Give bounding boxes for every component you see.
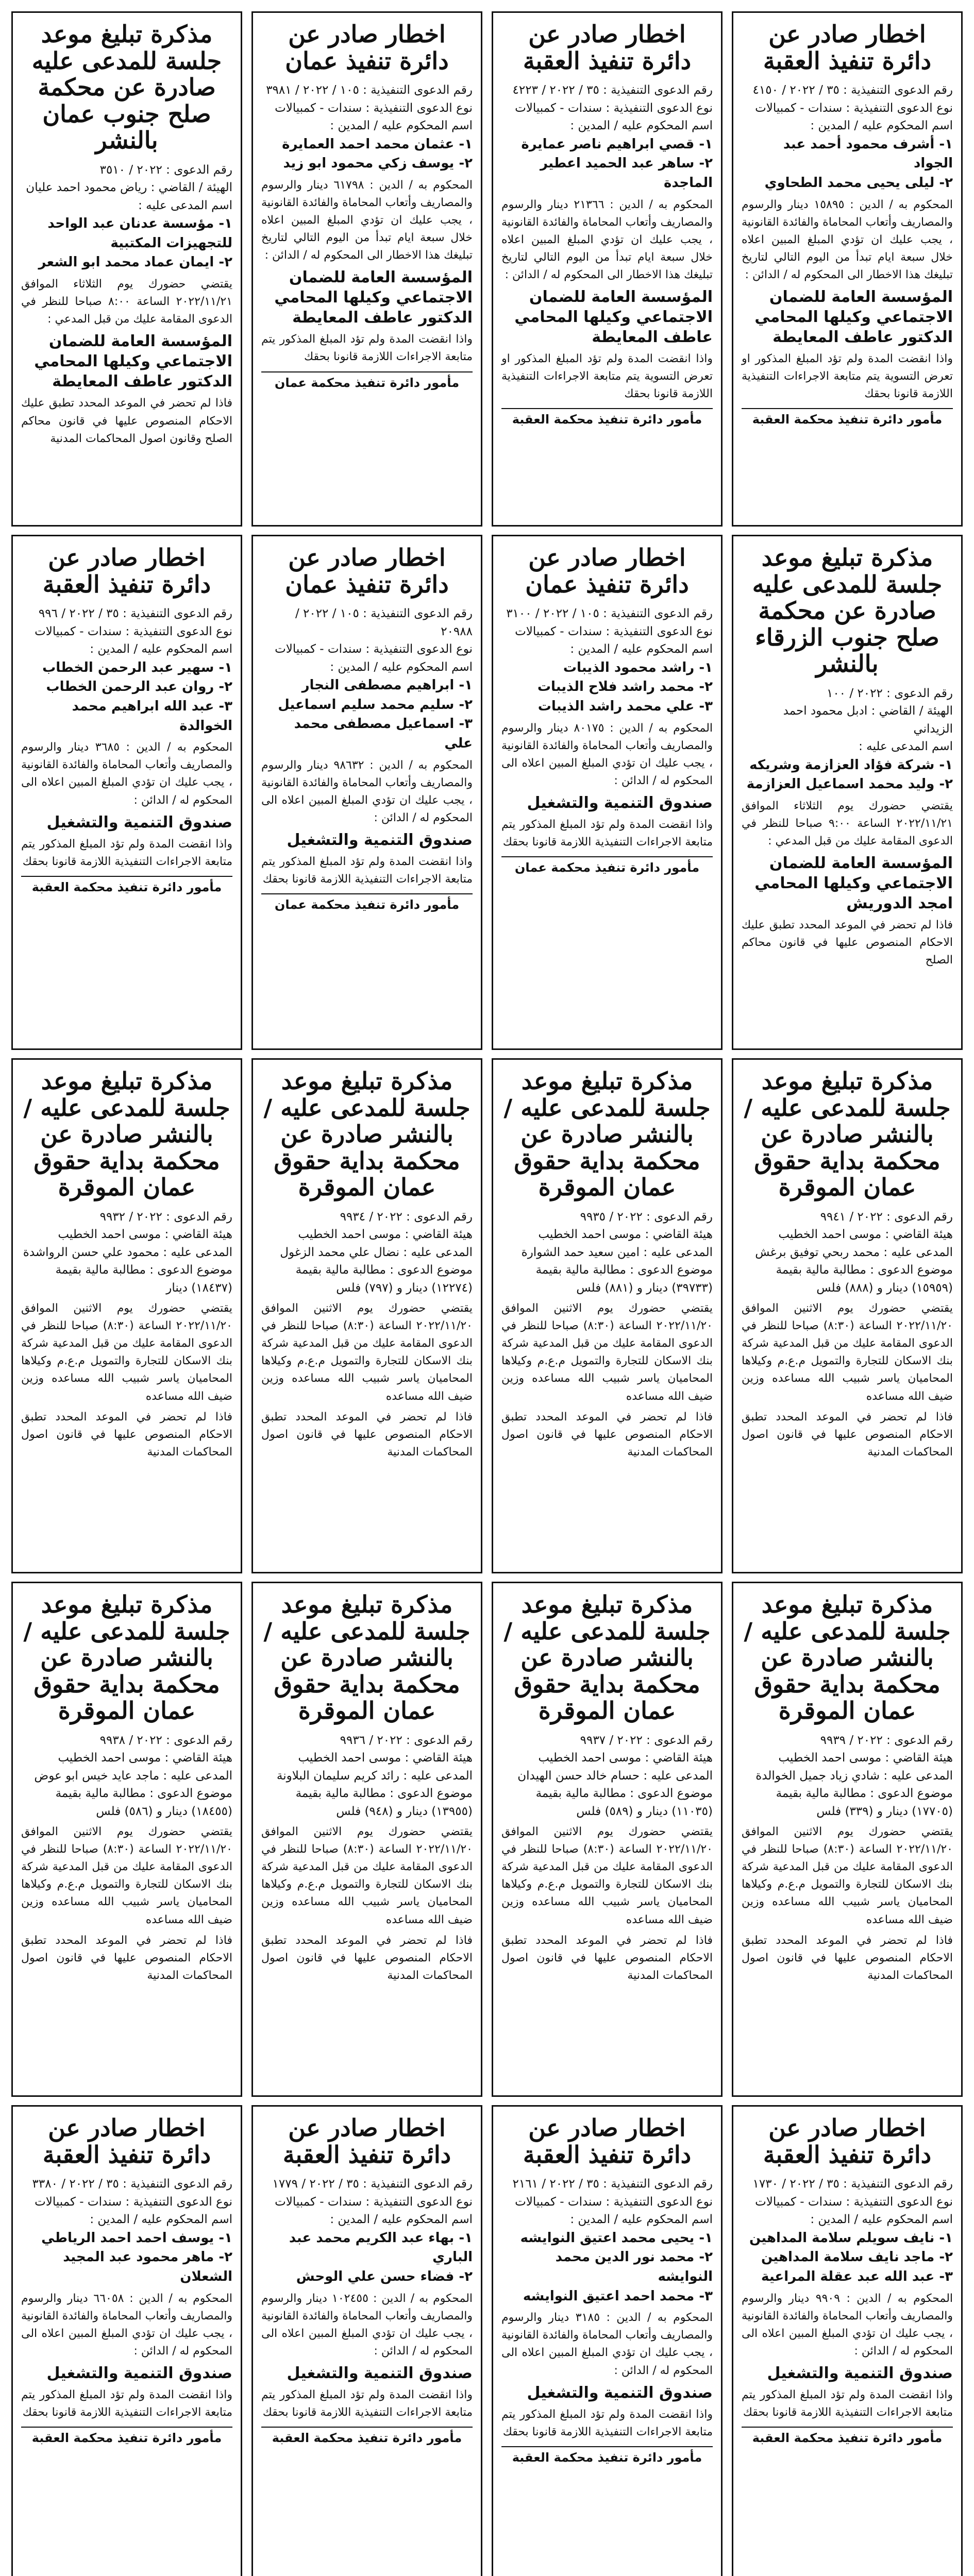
notice-title: اخطار صادر عن دائرة تنفيذ العقبة — [282, 2114, 451, 2168]
notice-signature: مأمور دائرة تنفيذ محكمة عمان — [261, 371, 473, 390]
legal-notice — [732, 1582, 963, 2097]
notice-line: المدعى عليه : رائد كريم سليمان البلاونة — [276, 1769, 473, 1783]
notice-line: ٣- عبد الله ابراهيم محمد الخوالدة — [72, 698, 232, 734]
notice-line: ٢- ماهر محمود عبد المجيد الشعلان — [63, 2249, 232, 2284]
notice-line: اسم المحكوم عليه / المدين : — [810, 2213, 953, 2227]
notice-line: هيئة القاضي : موسى احمد الخطيب — [538, 1751, 713, 1765]
notice-closing: فاذا لم تحضر في الموعد المحدد تطبق عليك الاحكام المنصوص عليها في قانون محاكم الصلح وقانون اصول المحاكمات المدنية — [21, 397, 232, 445]
notice-line: رقم الدعوى التنفيذية : ١٠٥ / ٢٠٢٢ / ٢٠٩٨٨ — [295, 607, 473, 638]
notice-signature: مأمور دائرة تنفيذ محكمة العقبة — [742, 2427, 953, 2445]
notice-line: رقم الدعوى التنفيذية : ١٠٥ / ٢٠٢٢ / ٣٩٨١ — [266, 83, 473, 97]
notice-line: اسم المدعى عليه : — [859, 740, 953, 754]
notice-line: موضوع الدعوى : مطالبة مالية بقيمة (١٨٤٣٧) دينار — [55, 1263, 232, 1295]
notice-closing: فاذا لم تحضر في الموعد المحدد تطبق الاحكام المنصوص عليها في قانون اصول المحاكمات المدنية — [742, 1410, 953, 1459]
legal-notice — [251, 1058, 482, 1573]
notice-closing: فاذا لم تحضر في الموعد المحدد تطبق الاحكام المنصوص عليها في قانون اصول المحاكمات المدنية — [261, 1410, 473, 1459]
notice-line: ٣- محمد احمد اعتيق النوايشه — [523, 2288, 713, 2304]
notice-title: مذكرة تبليغ موعد جلسة للمدعى عليه / بالنشر صادرة عن محكمة بداية حقوق عمان الموقرة — [23, 1590, 230, 1725]
notice-body: المحكوم به / الدين : ٩٩٠٩ دينار والرسوم والمصاريف وأتعاب المحاماة والفائدة القانونية ، يجب عليك ان تؤدي المبلغ المبين اعلاه الى المحكوم له / الدائن : — [742, 2292, 953, 2358]
notice-title: اخطار صادر عن دائرة تنفيذ العقبة — [763, 20, 932, 75]
notice-line: ١- سهير عبد الرحمن الخطاب — [42, 659, 232, 675]
notice-line: ١- يوسف احمد احمد الرياطي — [41, 2230, 232, 2246]
notice-line: ١- يحيى محمد اعتيق النوايشه — [520, 2230, 713, 2246]
notice-line: موضوع الدعوى : مطالبة مالية بقيمة (١٨٤٥٥) دينار و (٥٨٦) فلس — [55, 1787, 232, 1818]
notice-line: نوع الدعوى التنفيذية : سندات - كمبيالات — [275, 101, 473, 115]
notice-body: يقتضي حضورك يوم الاثنين الموافق ٢٠٢٢/١١/٢٠ الساعة (٨:٣٠) صباحا للنظر في الدعوى المقامة عليك من قبل المدعية شركة بنك الاسكان للتجارة والتمويل م.ع.م وكيلاها المحاميان ياسر شبيب الله مساعده وزين ضيف الله مساعده — [742, 1302, 953, 1403]
notice-line: موضوع الدعوى : مطالبة مالية بقيمة (١٣٩٥٥) دينار و (٩٤٨) فلس — [295, 1787, 473, 1818]
notice-line: موضوع الدعوى : مطالبة مالية بقيمة (١٢٢٧٤) دينار و (٧٩٧) فلس — [295, 1263, 473, 1295]
notice-closing: واذا انقضت المدة ولم تؤد المبلغ المذكور يتم متابعة الاجراءات التنفيذية اللازمة قانونا بحقك — [501, 818, 713, 849]
notice-line: اسم المحكوم عليه / المدين : — [570, 2213, 713, 2227]
notice-line: ٣- عبد الله عبد عقلة المراعية — [761, 2268, 953, 2284]
notice-line: ١- شركة فؤاد العزازمة وشريكه — [749, 757, 953, 773]
notices-grid — [11, 11, 963, 2576]
notice-body: يقتضي حضورك يوم الاثنين الموافق ٢٠٢٢/١١/٢٠ الساعة (٨:٣٠) صباحا للنظر في الدعوى المقامة عليك من قبل المدعية شركة بنك الاسكان للتجارة والتمويل م.ع.م وكيلاها المحاميان ياسر شبيب الله مساعده وزين ضيف الله مساعده — [261, 1302, 473, 1403]
notice-title: مذكرة تبليغ موعد جلسة للمدعى عليه صادرة عن محكمة صلح جنوب الزرقاء بالنشر — [752, 544, 943, 678]
notice-body: المحكوم به / الدين : ٢١٣٦٦ دينار والرسوم والمصاريف وأتعاب المحاماة والفائدة القانونية ، يجب عليك ان تؤدي المبلغ المبين اعلاه خلال سبعة ايام تبدأ من اليوم التالي لتاريخ تبليغك هذا الاخطار الى المحكوم له / الدائن : — [501, 198, 713, 281]
notice-signature: مأمور دائرة تنفيذ محكمة العقبة — [742, 408, 953, 427]
notice-line: الهيئة / القاضي : ادبل محمود احمد الزيداني — [783, 704, 953, 736]
notice-title: مذكرة تبليغ موعد جلسة للمدعى عليه / بالنشر صادرة عن محكمة بداية حقوق عمان الموقرة — [744, 1067, 951, 1201]
notice-title: مذكرة تبليغ موعد جلسة للمدعى عليه / بالنشر صادرة عن محكمة بداية حقوق عمان الموقرة — [263, 1590, 471, 1725]
notice-closing: فاذا لم تحضر في الموعد المحدد تطبق عليك الاحكام المنصوص عليها في قانون محاكم الصلح — [742, 919, 953, 967]
legal-notice — [732, 2105, 963, 2576]
notice-line: ٢- ايمان عماد محمد ابو الشعر — [38, 255, 232, 270]
notice-closing: فاذا لم تحضر في الموعد المحدد تطبق الاحكام المنصوص عليها في قانون اصول المحاكمات المدنية — [21, 1410, 232, 1459]
notice-closing: واذا انقضت المدة ولم تؤد المبلغ المذكور يتم متابعة الاجراءات التنفيذية اللازمة قانونا بحقك — [261, 855, 473, 886]
notice-title: اخطار صادر عن دائرة تنفيذ العقبة — [42, 2114, 211, 2168]
notice-line: نوع الدعوى التنفيذية : سندات - كمبيالات — [35, 624, 232, 638]
legal-notice — [11, 535, 242, 1050]
notice-title: اخطار صادر عن دائرة تنفيذ عمان — [525, 544, 689, 598]
notice-line: موضوع الدعوى : مطالبة مالية بقيمة (١١٠٣٥) دينار و (٥٨٩) فلس — [535, 1787, 713, 1818]
notice-line: رقم الدعوى : ٢٠٢٢ / ٩٩٣٨ — [99, 1733, 232, 1747]
notice-line: ٢- ساهر عبد الحميد اعطير الماجدة — [540, 156, 713, 191]
creditor-name: صندوق التنمية والتشغيل — [287, 831, 473, 850]
notice-line: ٢- محمد نور الدين محمد النوايشه — [555, 2249, 713, 2284]
notice-line: اسم المحكوم عليه / المدين : — [330, 119, 473, 133]
notice-closing: واذا انقضت المدة ولم تؤد المبلغ المذكور يتم متابعة الاجراءات التنفيذية اللازمة قانونا بحقك — [21, 2388, 232, 2419]
notice-line: اسم المحكوم عليه / المدين : — [570, 642, 713, 656]
notice-body: يقتضي حضورك يوم الثلاثاء الموافق ٢٠٢٢/١١/٢١ الساعة ٩:٠٠ صباحا للنظر في الدعوى المقامة عليك من قبل المدعي : — [742, 799, 953, 848]
notice-line: ١- بهاء عبد الكريم محمد عبد الباري — [289, 2230, 473, 2265]
notice-line: ٢- فضاء حسن علي الوحش — [296, 2268, 473, 2284]
notice-body: يقتضي حضورك يوم الاثنين الموافق ٢٠٢٢/١١/٢٠ الساعة (٨:٣٠) صباحا للنظر في الدعوى المقامة عليك من قبل المدعية شركة بنك الاسكان للتجارة والتمويل م.ع.م وكيلاها المحاميان ياسر شبيب الله مساعده وزين ضيف الله مساعده — [21, 1302, 232, 1403]
creditor-name: المؤسسة العامة للضمان الاجتماعي وكيلها المحامي عاطف المعايطة — [514, 288, 713, 347]
notice-body: المحكوم به / الدين : ٦٦٠٥٨ دينار والرسوم والمصاريف وأتعاب المحاماة والفائدة القانونية ، يجب عليك ان تؤدي المبلغ المبين اعلاه الى المحكوم له / الدائن : — [21, 2292, 233, 2358]
notice-closing: واذا انقضت المدة ولم تؤد المبلغ المذكور او تعرض التسوية يتم متابعة الاجراءات التنفيذية اللازمة قانونا بحقك — [742, 352, 953, 401]
notice-line: رقم الدعوى : ٢٠٢٢ / ٩٩٤١ — [820, 1210, 953, 1224]
notice-title: اخطار صادر عن دائرة تنفيذ العقبة — [763, 2114, 932, 2168]
creditor-name: المؤسسة العامة للضمان الاجتماعي وكيلها المحامي الدكتور عاطف المعايطة — [274, 268, 473, 327]
notice-line: رقم الدعوى التنفيذية : ٣٥ / ٢٠٢٢ / ١٧٣٠ — [752, 2177, 953, 2191]
notice-body: يقتضي حضورك يوم الاثنين الموافق ٢٠٢٢/١١/٢٠ الساعة (٨:٣٠) صباحا للنظر في الدعوى المقامة عليك من قبل المدعية شركة بنك الاسكان للتجارة والتمويل م.ع.م وكيلاها المحاميان ياسر شبيب الله مساعده وزين ضيف الله مساعده — [261, 1825, 473, 1926]
notice-body: المحكوم به / الدين : ٣١٨٥ دينار والرسوم والمصاريف وأتعاب المحاماة والفائدة القانونية ، يجب عليك ان تؤدي المبلغ المبين اعلاه الى المحكوم له / الدائن : — [501, 2311, 713, 2377]
notice-line: هيئة القاضي : موسى احمد الخطيب — [58, 1751, 232, 1765]
notice-line: المدعى عليه : نضال علي محمد الزغول — [280, 1245, 473, 1259]
notice-line: ١- نايف سويلم سلامة المداهين — [749, 2230, 953, 2246]
creditor-name: صندوق التنمية والتشغيل — [527, 2383, 713, 2402]
notice-line: ٢- ماجد نايف سلامة المداهين — [761, 2249, 953, 2265]
creditor-name: المؤسسة العامة للضمان الاجتماعي وكيلها المحامي الدكتور عاطف المعايطة — [34, 332, 232, 391]
notice-line: اسم المحكوم عليه / المدين : — [330, 2213, 473, 2227]
notice-line: هيئة القاضي : موسى احمد الخطيب — [778, 1228, 953, 1242]
notice-line: ١- عثمان محمد احمد العمايرة — [282, 136, 473, 152]
notice-title: اخطار صادر عن دائرة تنفيذ العقبة — [42, 544, 211, 598]
notice-body: يقتضي حضورك يوم الاثنين الموافق ٢٠٢٢/١١/٢٠ الساعة (٨:٣٠) صباحا للنظر في الدعوى المقامة عليك من قبل المدعية شركة بنك الاسكان للتجارة والتمويل م.ع.م وكيلاها المحاميان ياسر شبيب الله مساعده وزين ضيف الله مساعده — [21, 1825, 232, 1926]
notice-line: اسم المحكوم عليه / المدين : — [570, 119, 713, 133]
notice-line: ١- ابراهيم مصطفى النجار — [301, 677, 473, 693]
notice-line: نوع الدعوى التنفيذية : سندات - كمبيالات — [515, 101, 713, 115]
notice-closing: فاذا لم تحضر في الموعد المحدد تطبق الاحكام المنصوص عليها في قانون اصول المحاكمات المدنية — [501, 1410, 713, 1459]
notice-line: اسم المحكوم عليه / المدين : — [90, 2213, 232, 2227]
notice-body: المحكوم به / الدين : ٩٨٦٣٢ دينار والرسوم والمصاريف وأتعاب المحاماة والفائدة القانونية ، يجب عليك ان تؤدي المبلغ المبين اعلاه الى المحكوم له / الدائن : — [261, 758, 473, 825]
notice-line: رقم الدعوى : ٢٠٢٢ / ١٠٠ — [826, 686, 953, 700]
notice-line: المدعى عليه : حسام خالد حسن الهيدان — [517, 1769, 713, 1783]
notice-line: المدعى عليه : امين سعيد حمد الشوارة — [521, 1245, 713, 1259]
notice-body: المحكوم به / الدين : ١٥٨٩٥ دينار والرسوم والمصاريف وأتعاب المحاماة والفائدة القانونية ، يجب عليك ان تؤدي المبلغ المبين اعلاه خلال سبعة ايام تبدأ من اليوم التالي لتاريخ تبليغك هذا الاخطار الى المحكوم له / الدائن : — [742, 198, 953, 281]
notice-line: هيئة القاضي : موسى احمد الخطيب — [58, 1228, 232, 1242]
notice-signature: مأمور دائرة تنفيذ محكمة عمان — [501, 856, 713, 875]
legal-notice — [251, 11, 482, 527]
notice-closing: واذا انقضت المدة ولم تؤد المبلغ المذكور او تعرض التسوية يتم متابعة الاجراءات التنفيذية اللازمة قانونا بحقك — [501, 352, 713, 401]
creditor-name: صندوق التنمية والتشغيل — [46, 813, 232, 832]
notice-title: اخطار صادر عن دائرة تنفيذ العقبة — [523, 20, 692, 75]
creditor-name: المؤسسة العامة للضمان الاجتماعي وكيلها المحامي امجد الدوريش — [754, 854, 953, 913]
notice-body: المحكوم به / الدين : ٣٦٨٥ دينار والرسوم والمصاريف وأتعاب المحاماة والفائدة القانونية ، يجب عليك ان تؤدي المبلغ المبين اعلاه الى المحكوم له / الدائن : — [21, 741, 233, 807]
notice-line: رقم الدعوى التنفيذية : ٣٥ / ٢٠٢٢ / ٩٩٦ — [38, 607, 232, 621]
notice-closing: واذا انقضت المدة ولم تؤد المبلغ المذكور يتم متابعة الاجراءات التنفيذية اللازمة قانونا بحقك — [21, 837, 232, 868]
notice-line: ١- مؤسسة عدنان عبد الواحد للتجهيزات المكتبية — [47, 216, 232, 251]
notice-line: ٢- وليد محمد اسماعيل العزازمة — [746, 776, 953, 792]
notice-closing: فاذا لم تحضر في الموعد المحدد تطبق الاحكام المنصوص عليها في قانون اصول المحاكمات المدنية — [501, 1934, 713, 1982]
notice-signature: مأمور دائرة تنفيذ محكمة العقبة — [501, 408, 713, 427]
notice-closing: واذا انقضت المدة ولم تؤد المبلغ المذكور يتم متابعة الاجراءات التنفيذية اللازمة قانونا بحقك — [261, 2388, 473, 2419]
notice-title: اخطار صادر عن دائرة تنفيذ العقبة — [523, 2114, 692, 2168]
notice-signature: مأمور دائرة تنفيذ محكمة العقبة — [501, 2446, 713, 2465]
notice-title: مذكرة تبليغ موعد جلسة للمدعى عليه صادرة عن محكمة صلح جنوب عمان بالنشر — [31, 20, 222, 155]
notice-line: نوع الدعوى التنفيذية : سندات - كمبيالات — [515, 624, 713, 638]
notice-body: يقتضي حضورك يوم الاثنين الموافق ٢٠٢٢/١١/٢٠ الساعة (٨:٣٠) صباحا للنظر في الدعوى المقامة عليك من قبل المدعية شركة بنك الاسكان للتجارة والتمويل م.ع.م وكيلاها المحاميان ياسر شبيب الله مساعده وزين ضيف الله مساعده — [501, 1302, 713, 1403]
notice-line: رقم الدعوى : ٢٠٢٢ / ٩٩٣٢ — [99, 1210, 232, 1224]
legal-notice — [251, 2105, 482, 2576]
legal-notice — [492, 535, 723, 1050]
notice-signature: مأمور دائرة تنفيذ محكمة العقبة — [21, 2427, 232, 2445]
notice-line: رقم الدعوى : ٢٠٢٢ / ٣٥١٠ — [99, 163, 232, 177]
notice-closing: واذا انقضت المدة ولم تؤد المبلغ المذكور يتم متابعة الاجراءات اللازمة قانونا بحقك — [261, 333, 473, 364]
legal-notice — [492, 1058, 723, 1573]
notice-line: رقم الدعوى التنفيذية : ٣٥ / ٢٠٢٢ / ٤١٥٠ — [752, 83, 953, 97]
notice-line: ١- راشد محمود الذيبات — [563, 659, 713, 675]
notice-line: رقم الدعوى : ٢٠٢٢ / ٩٩٣٧ — [580, 1733, 713, 1747]
notice-body: المحكوم به / الدين : ١٠٢٤٥٥ دينار والرسوم والمصاريف وأتعاب المحاماة والفائدة القانونية ، يجب عليك ان تؤدي المبلغ المبين اعلاه الى المحكوم له / الدائن : — [261, 2292, 473, 2358]
notice-line: موضوع الدعوى : مطالبة مالية بقيمة (١٥٩٥٩) دينار و (٨٨٨) فلس — [776, 1263, 953, 1295]
notice-title: مذكرة تبليغ موعد جلسة للمدعى عليه / بالنشر صادرة عن محكمة بداية حقوق عمان الموقرة — [744, 1590, 951, 1725]
legal-notice — [732, 535, 963, 1050]
notice-line: موضوع الدعوى : مطالبة مالية بقيمة (٣٩٧٣٣) دينار و (٨٨١) فلس — [535, 1263, 713, 1295]
notice-line: موضوع الدعوى : مطالبة مالية بقيمة (١٧٧٠٥) دينار و (٣٣٩) فلس — [776, 1787, 953, 1818]
notice-closing: واذا انقضت المدة ولم تؤد المبلغ المذكور يتم متابعة الاجراءات التنفيذية اللازمة قانونا بحقك — [742, 2388, 953, 2419]
notice-line: هيئة القاضي : موسى احمد الخطيب — [298, 1751, 473, 1765]
legal-notice — [11, 2105, 242, 2576]
notice-line: اسم المحكوم عليه / المدين : — [90, 642, 232, 656]
notice-line: ٢- ليلى يحيى محمد الطحاوي — [764, 175, 953, 191]
legal-notice — [251, 535, 482, 1050]
legal-notice — [732, 1058, 963, 1573]
notice-title: مذكرة تبليغ موعد جلسة للمدعى عليه / بالنشر صادرة عن محكمة بداية حقوق عمان الموقرة — [23, 1067, 230, 1201]
notice-line: نوع الدعوى التنفيذية : سندات - كمبيالات — [275, 642, 473, 656]
notice-line: رقم الدعوى التنفيذية : ٣٥ / ٢٠٢٢ / ١٧٧٩ — [272, 2177, 473, 2191]
notice-line: رقم الدعوى التنفيذية : ٣٥ / ٢٠٢٢ / ٣٣٨٠ — [32, 2177, 232, 2191]
notice-line: اسم المحكوم عليه / المدين : — [810, 119, 953, 133]
notice-line: المدعى عليه : ماجد عايد خيس ابو عوض — [34, 1769, 232, 1783]
legal-notice — [11, 1582, 242, 2097]
notice-line: المدعى عليه : محمد ربحي توفيق برغش — [755, 1245, 953, 1259]
notice-closing: فاذا لم تحضر في الموعد المحدد تطبق الاحكام المنصوص عليها في قانون اصول المحاكمات المدنية — [261, 1934, 473, 1982]
notice-signature: مأمور دائرة تنفيذ محكمة العقبة — [21, 876, 232, 894]
notice-line: رقم الدعوى : ٢٠٢٢ / ٩٩٣٤ — [340, 1210, 473, 1224]
creditor-name: صندوق التنمية والتشغيل — [46, 2364, 232, 2382]
notice-line: ٣- اسماعيل مصطفى محمد علي — [294, 716, 473, 752]
notice-closing: واذا انقضت المدة ولم تؤد المبلغ المذكور يتم متابعة الاجراءات التنفيذية اللازمة قانونا بحقك — [501, 2408, 713, 2438]
notice-body: يقتضي حضورك يوم الاثنين الموافق ٢٠٢٢/١١/٢٠ الساعة (٨:٣٠) صباحا للنظر في الدعوى المقامة عليك من قبل المدعية شركة بنك الاسكان للتجارة والتمويل م.ع.م وكيلاها المحاميان ياسر شبيب الله مساعده وزين ضيف الله مساعده — [501, 1825, 713, 1926]
notice-title: مذكرة تبليغ موعد جلسة للمدعى عليه / بالنشر صادرة عن محكمة بداية حقوق عمان الموقرة — [503, 1067, 711, 1201]
notice-line: رقم الدعوى : ٢٠٢٢ / ٩٩٣٩ — [820, 1733, 953, 1747]
legal-notice — [732, 11, 963, 527]
notice-line: هيئة القاضي : موسى احمد الخطيب — [538, 1228, 713, 1242]
creditor-name: المؤسسة العامة للضمان الاجتماعي وكيلها المحامي الدكتور عاطف المعايطة — [754, 288, 953, 347]
notice-line: ٣- علي محمد راشد الذيبات — [538, 698, 713, 714]
notice-body: يقتضي حضورك يوم الاثنين الموافق ٢٠٢٢/١١/٢٠ الساعة (٨:٣٠) صباحا للنظر في الدعوى المقامة عليك من قبل المدعية شركة بنك الاسكان للتجارة والتمويل م.ع.م وكيلاها المحاميان ياسر شبيب الله مساعده وزين ضيف الله مساعده — [742, 1825, 953, 1926]
notice-line: ٢- يوسف زكي محمود ابو زيد — [283, 156, 473, 172]
legal-notice — [492, 1582, 723, 2097]
notice-closing: فاذا لم تحضر في الموعد المحدد تطبق الاحكام المنصوص عليها في قانون اصول المحاكمات المدنية — [742, 1934, 953, 1982]
notice-line: رقم الدعوى : ٢٠٢٢ / ٩٩٣٥ — [580, 1210, 713, 1224]
creditor-name: صندوق التنمية والتشغيل — [527, 793, 713, 812]
creditor-name: صندوق التنمية والتشغيل — [287, 2364, 473, 2382]
notice-line: نوع الدعوى التنفيذية : سندات - كمبيالات — [755, 2195, 953, 2209]
notice-line: رقم الدعوى : ٢٠٢٢ / ٩٩٣٦ — [340, 1733, 473, 1747]
notice-signature: مأمور دائرة تنفيذ محكمة عمان — [261, 893, 473, 912]
notice-line: ١- قصي ابراهيم ناصر عمايرة — [521, 136, 713, 152]
notice-line: ١- أشرف محمود أحمد عبد الجواد — [783, 136, 953, 172]
notice-line: ٢- روان عبد الرحمن الخطاب — [46, 679, 232, 695]
notice-line: المدعى عليه : شادي زياد جميل الخوالدة — [755, 1769, 953, 1783]
notice-line: نوع الدعوى التنفيذية : سندات - كمبيالات — [515, 2195, 713, 2209]
notice-body: المحكوم به / الدين : ٨٠١٧٥ دينار والرسوم والمصاريف وأتعاب المحاماة والفائدة القانونية ، يجب عليك ان تؤدي المبلغ المبين اعلاه الى المحكوم له / الدائن : — [501, 721, 713, 787]
notice-line: نوع الدعوى التنفيذية : سندات - كمبيالات — [35, 2195, 232, 2209]
notice-line: اسم المدعى عليه : — [138, 198, 232, 212]
notice-line: رقم الدعوى التنفيذية : ٣٥ / ٢٠٢٢ / ٢١٦١ — [512, 2177, 713, 2191]
legal-notice — [492, 11, 723, 527]
notice-body: المحكوم به / الدين : ٦١٧٩٨ دينار والرسوم والمصاريف وأتعاب المحاماة والفائدة القانونية ، يجب عليك ان تؤدي المبلغ المبين اعلاه خلال سبعة ايام تبدأ من اليوم التالي لتاريخ تبليغك هذا الاخطار الى المحكوم له / الدائن : — [261, 178, 473, 262]
notice-line: المدعى عليه : محمود علي حسن الرواشدة — [23, 1245, 232, 1259]
notice-line: هيئة القاضي : موسى احمد الخطيب — [778, 1751, 953, 1765]
notice-line: اسم المحكوم عليه / المدين : — [330, 660, 473, 674]
notice-line: رقم الدعوى التنفيذية : ١٠٥ / ٢٠٢٢ / ٣١٠٠ — [506, 607, 713, 621]
notice-title: اخطار صادر عن دائرة تنفيذ عمان — [285, 20, 449, 75]
legal-notice — [11, 1058, 242, 1573]
notice-body: يقتضي حضورك يوم الثلاثاء الموافق ٢٠٢٢/١١/٢١ الساعة ٨:٠٠ صباحا للنظر في الدعوى المقامة عليك من قبل المدعي : — [21, 278, 232, 326]
notice-title: مذكرة تبليغ موعد جلسة للمدعى عليه / بالنشر صادرة عن محكمة بداية حقوق عمان الموقرة — [263, 1067, 471, 1201]
legal-notice — [251, 1582, 482, 2097]
notice-title: اخطار صادر عن دائرة تنفيذ عمان — [285, 544, 449, 598]
notice-line: نوع الدعوى التنفيذية : سندات - كمبيالات — [755, 101, 953, 115]
notice-line: الهيئة / القاضي : رياض محمود احمد عليان — [26, 181, 232, 195]
notice-line: ٢- سليم محمد سليم اسماعيل — [278, 697, 473, 713]
notice-line: هيئة القاضي : موسى احمد الخطيب — [298, 1228, 473, 1242]
notice-signature: مأمور دائرة تنفيذ محكمة العقبة — [261, 2427, 473, 2445]
legal-notice — [11, 11, 242, 527]
notice-line: ٢- محمد راشد فلاح الذيبات — [537, 679, 713, 695]
notice-line: نوع الدعوى التنفيذية : سندات - كمبيالات — [275, 2195, 473, 2209]
notice-closing: فاذا لم تحضر في الموعد المحدد تطبق الاحكام المنصوص عليها في قانون اصول المحاكمات المدنية — [21, 1934, 232, 1982]
notice-line: رقم الدعوى التنفيذية : ٣٥ / ٢٠٢٢ / ٤٢٢٣ — [512, 83, 713, 97]
creditor-name: صندوق التنمية والتشغيل — [767, 2364, 953, 2382]
legal-notice — [492, 2105, 723, 2576]
notice-title: مذكرة تبليغ موعد جلسة للمدعى عليه / بالنشر صادرة عن محكمة بداية حقوق عمان الموقرة — [503, 1590, 711, 1725]
